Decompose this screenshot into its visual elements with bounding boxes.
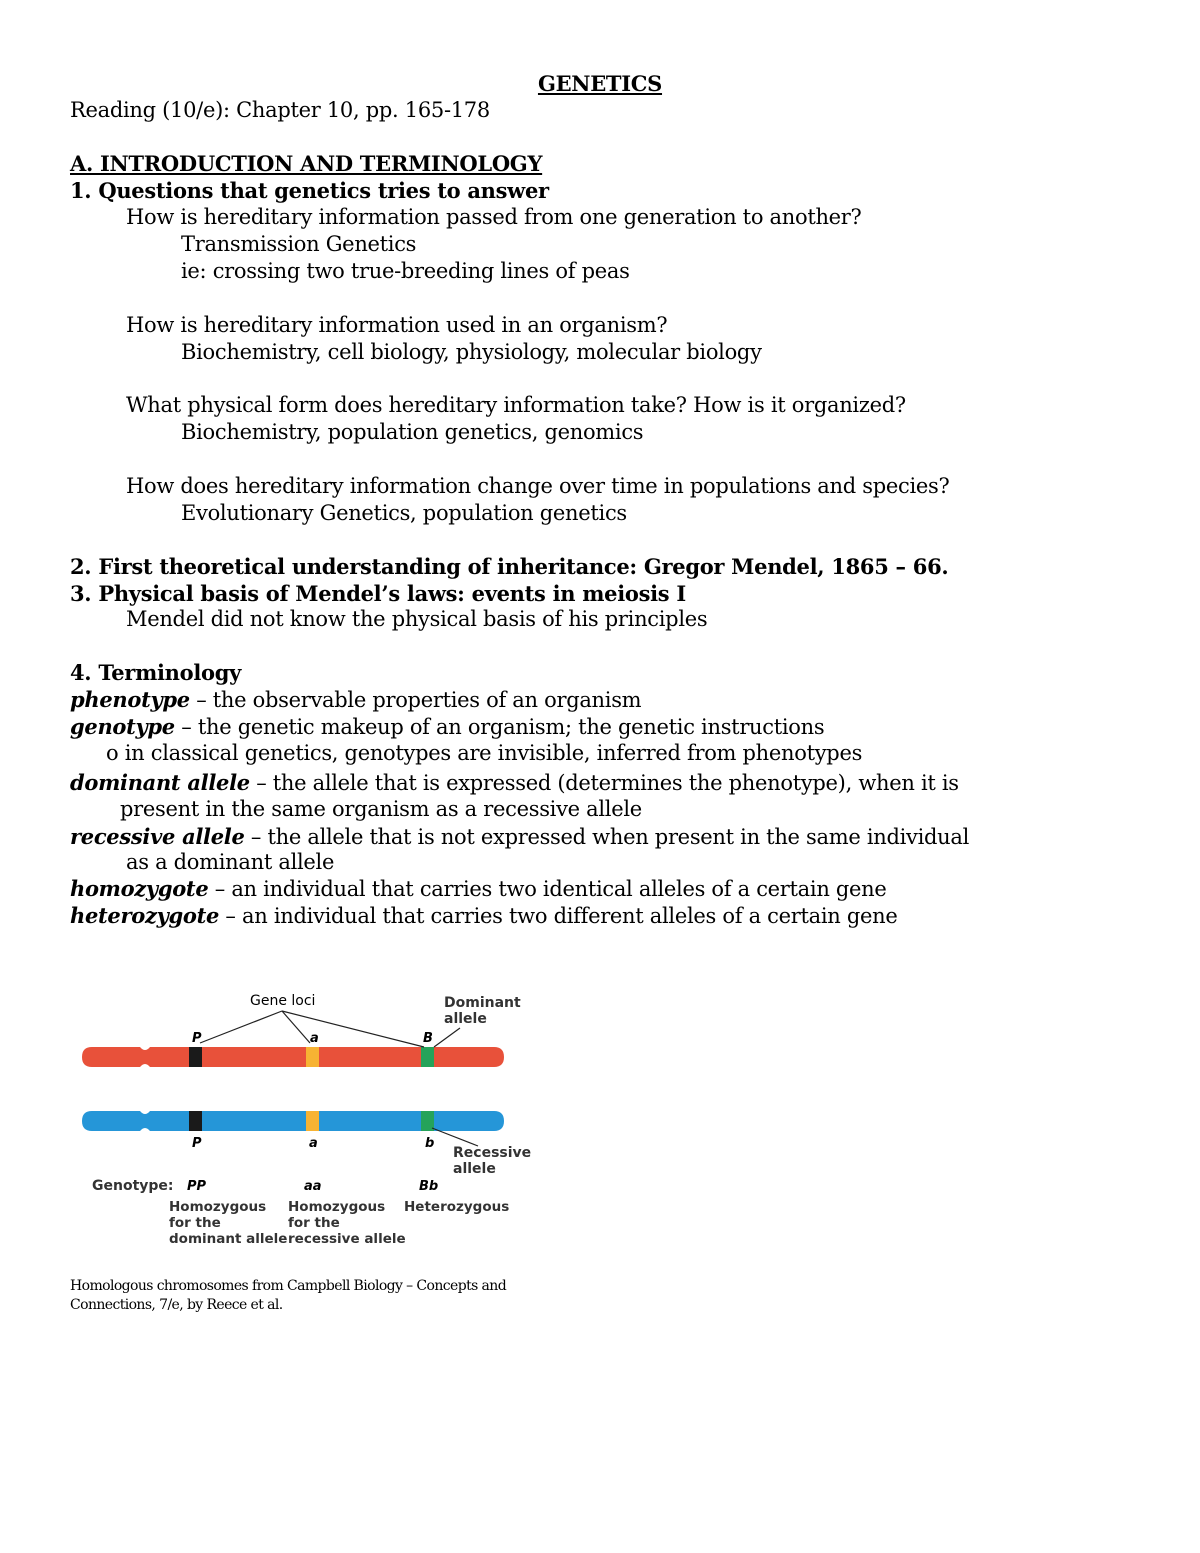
section-a-heading: A. INTRODUCTION AND TERMINOLOGY [70, 151, 543, 176]
bottom-allele-b: b [425, 1136, 435, 1151]
term-genotype [70, 713, 824, 741]
term-homozygote-word: homozygote [70, 876, 209, 901]
bullet-marker: o [106, 741, 119, 765]
answer-1a: Transmission Genetics [181, 232, 417, 256]
blue-chromosome [82, 1111, 504, 1131]
term-dominant-def: – the allele that is expressed (determines the phenotype), when it is [249, 771, 959, 795]
term-recessive-word: recessive allele [70, 824, 245, 849]
term-dominant-word: dominant allele [70, 770, 250, 795]
desc-aa-2: for the [288, 1215, 340, 1231]
genotype-aa: aa [304, 1179, 322, 1194]
term-homozygote-def: – an individual that carries two identical alleles of a certain gene [208, 877, 887, 901]
term-heterozygote-word: heterozygote [70, 903, 220, 928]
figure-caption-line-2: Connections, 7/e, by Reece et al. [70, 1297, 283, 1313]
term-dominant-cont: present in the same organism as a recessive allele [120, 797, 642, 821]
term-dominant [70, 769, 959, 797]
term-phenotype-word: phenotype [70, 687, 190, 712]
red-chromosome [82, 1047, 504, 1067]
answer-3: Biochemistry, population genetics, genomics [181, 420, 644, 444]
question-3: What physical form does hereditary information take? How is it organized? [126, 393, 906, 417]
term-genotype-def: – the genetic makeup of an organism; the genetic instructions [174, 715, 825, 739]
point-3: 3. Physical basis of Mendel’s laws: events in meiosis I [70, 581, 686, 606]
bottom-allele-a: a [309, 1136, 318, 1151]
questions-heading: 1. Questions that genetics tries to answer [70, 178, 549, 203]
locus-P-bottom [189, 1111, 202, 1131]
genotype-Bb: Bb [419, 1179, 439, 1194]
top-allele-P: P [192, 1031, 202, 1046]
term-recessive [70, 823, 969, 851]
reading-line: Reading (10/e): Chapter 10, pp. 165-178 [70, 98, 490, 122]
desc-PP-2: for the [169, 1215, 221, 1231]
gene-loci-label: Gene loci [250, 993, 316, 1009]
bullet-text: in classical genetics, genotypes are invisible, inferred from phenotypes [124, 741, 863, 765]
top-allele-a: a [310, 1031, 319, 1046]
term-phenotype [70, 686, 641, 714]
point-2: 2. First theoretical understanding of inheritance: Gregor Mendel, 1865 – 66. [70, 554, 949, 579]
locus-a-bottom [306, 1111, 319, 1131]
figure-caption-line-1: Homologous chromosomes from Campbell Biology – Concepts and [70, 1278, 507, 1294]
recessive-allele-label-1: Recessive [453, 1145, 532, 1161]
desc-PP-3: dominant allele [169, 1231, 288, 1247]
term-recessive-cont: as a dominant allele [126, 850, 335, 874]
genotype-bullet [106, 740, 862, 767]
answer-1b: ie: crossing two true-breeding lines of peas [181, 259, 630, 283]
bottom-allele-P: P [192, 1136, 202, 1151]
term-heterozygote [70, 902, 898, 930]
recessive-allele-label-2: allele [453, 1161, 496, 1177]
top-allele-B: B [423, 1031, 433, 1046]
desc-PP-1: Homozygous [169, 1199, 267, 1215]
genotype-PP: PP [187, 1179, 207, 1194]
term-recessive-def: – the allele that is not expressed when present in the same individual [244, 825, 970, 849]
desc-aa-1: Homozygous [288, 1199, 386, 1215]
question-2: How is hereditary information used in an organism? [126, 313, 668, 337]
question-1: How is hereditary information passed from one generation to another? [126, 205, 862, 229]
term-heterozygote-def: – an individual that carries two different alleles of a certain gene [219, 904, 898, 928]
terminology-heading: 4. Terminology [70, 660, 242, 685]
genotype-label: Genotype: [92, 1178, 174, 1194]
desc-aa-3: recessive allele [288, 1231, 406, 1247]
term-phenotype-def: – the observable properties of an organism [189, 688, 642, 712]
page-title: GENETICS [537, 71, 663, 96]
locus-B-top [421, 1047, 434, 1067]
term-homozygote [70, 875, 887, 903]
point-3-note: Mendel did not know the physical basis of his principles [126, 607, 708, 631]
locus-a-top [306, 1047, 319, 1067]
answer-2: Biochemistry, cell biology, physiology, molecular biology [181, 340, 762, 364]
answer-4: Evolutionary Genetics, population genetics [181, 501, 627, 525]
desc-Bb-1: Heterozygous [404, 1199, 510, 1215]
dominant-allele-label-2: allele [444, 1011, 487, 1027]
question-4: How does hereditary information change over time in populations and species? [126, 474, 950, 498]
locus-P-top [189, 1047, 202, 1067]
dominant-allele-label-1: Dominant [444, 995, 521, 1011]
homologous-chromosomes-figure [70, 985, 540, 1255]
term-genotype-word: genotype [70, 714, 175, 739]
